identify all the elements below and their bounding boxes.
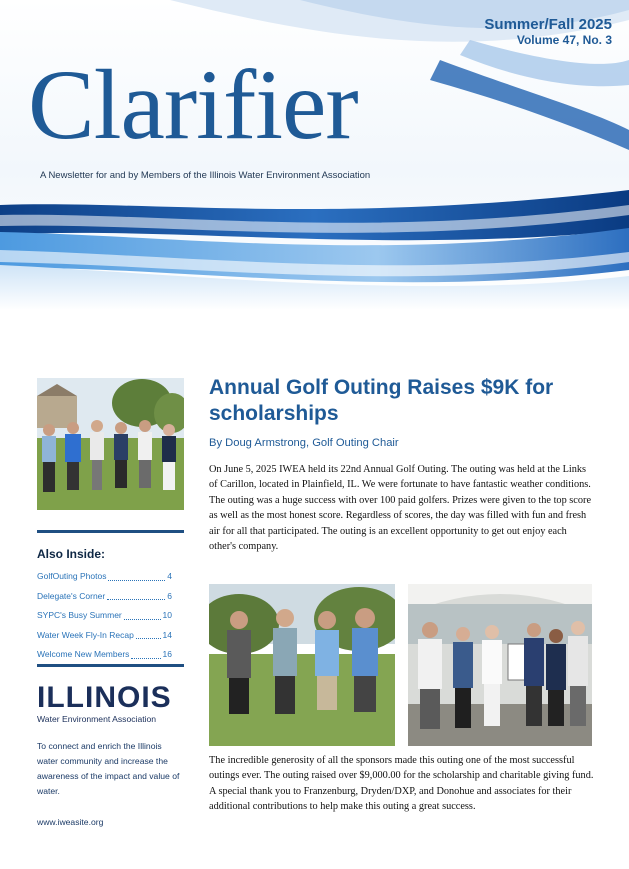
table-of-contents <box>37 567 172 665</box>
toc-item-label: Water Week Fly-In Recap <box>37 629 134 640</box>
logo-wordmark: ILLINOIS <box>37 681 172 714</box>
toc-item-label: Delegate's Corner <box>37 590 106 601</box>
toc-item-label: Welcome New Members <box>37 649 130 659</box>
divider-rule <box>37 530 184 533</box>
article-paragraph-1: On June 5, 2025 IWEA held its 22nd Annual Golf Outing. The outing was held at the Links of Carillon, located in Plainfield, IL. We were fortunate to have fantastic weather conditions. The outing was a huge success with over 100 paid golfers. Prizes were given to the top score as well as the most honest score. Regardless of scores, the day was filled with fun and fresh air for all that participated. The outing is an excellent opportunity to get out enjoy each other's company. <box>209 464 592 553</box>
toc-item[interactable] <box>37 587 172 607</box>
toc-item-label: GolfOuting Photos <box>37 571 107 581</box>
toc-leader-dots <box>136 626 161 640</box>
website-link[interactable]: www.iweasite.org <box>37 817 104 827</box>
toc-leader-dots <box>124 606 161 620</box>
golf-group-photo <box>37 378 184 510</box>
article-byline: By Doug Armstrong, Golf Outing Chair <box>209 437 399 449</box>
toc-item-page: 10 <box>162 610 172 620</box>
mission-statement: To connect and enrich the Illinois water community and increase the awareness of the impact and value of water. <box>37 741 180 796</box>
article-paragraph-2: The incredible generosity of all the sponsors made this outing one of the most successful outings ever. The outing raised over $9,000.00 for the scholarship and charitable giving fund. A special thank you to Franzenburg, Dryden/DXP, and Donohue and associates for their additional contributions to help make this outing a great success. <box>209 755 594 813</box>
masthead <box>0 0 629 310</box>
also-inside-title: Also Inside: <box>37 547 106 561</box>
logo-subtitle: Water Environment Association <box>37 714 157 724</box>
iwea-logo <box>37 682 184 725</box>
toc-item-page: 4 <box>167 571 172 581</box>
newsletter-tagline: A Newsletter for and by Members of the Illinois Water Environment Association <box>40 170 371 181</box>
issue-info <box>484 16 612 48</box>
toc-item[interactable] <box>37 626 172 646</box>
toc-item[interactable] <box>37 645 172 665</box>
toc-leader-dots <box>107 587 165 601</box>
toc-item[interactable] <box>37 567 172 587</box>
divider-rule <box>37 664 184 667</box>
issue-season: Summer/Fall 2025 <box>484 16 612 33</box>
toc-item-page: 6 <box>167 590 172 601</box>
golf-group-tent-photo <box>408 584 592 746</box>
toc-leader-dots <box>131 645 160 659</box>
article-headline: Annual Golf Outing Raises $9K for scholarships <box>209 376 554 425</box>
toc-item[interactable] <box>37 606 172 626</box>
newsletter-title: Clarifier <box>28 49 358 160</box>
toc-leader-dots <box>108 567 165 581</box>
issue-volume: Volume 47, No. 3 <box>516 33 612 47</box>
golf-foursome-photo <box>209 584 395 746</box>
toc-item-label: SYPC's Busy Summer <box>37 610 122 620</box>
toc-item-page: 16 <box>162 649 172 659</box>
toc-item-page: 14 <box>162 629 172 640</box>
